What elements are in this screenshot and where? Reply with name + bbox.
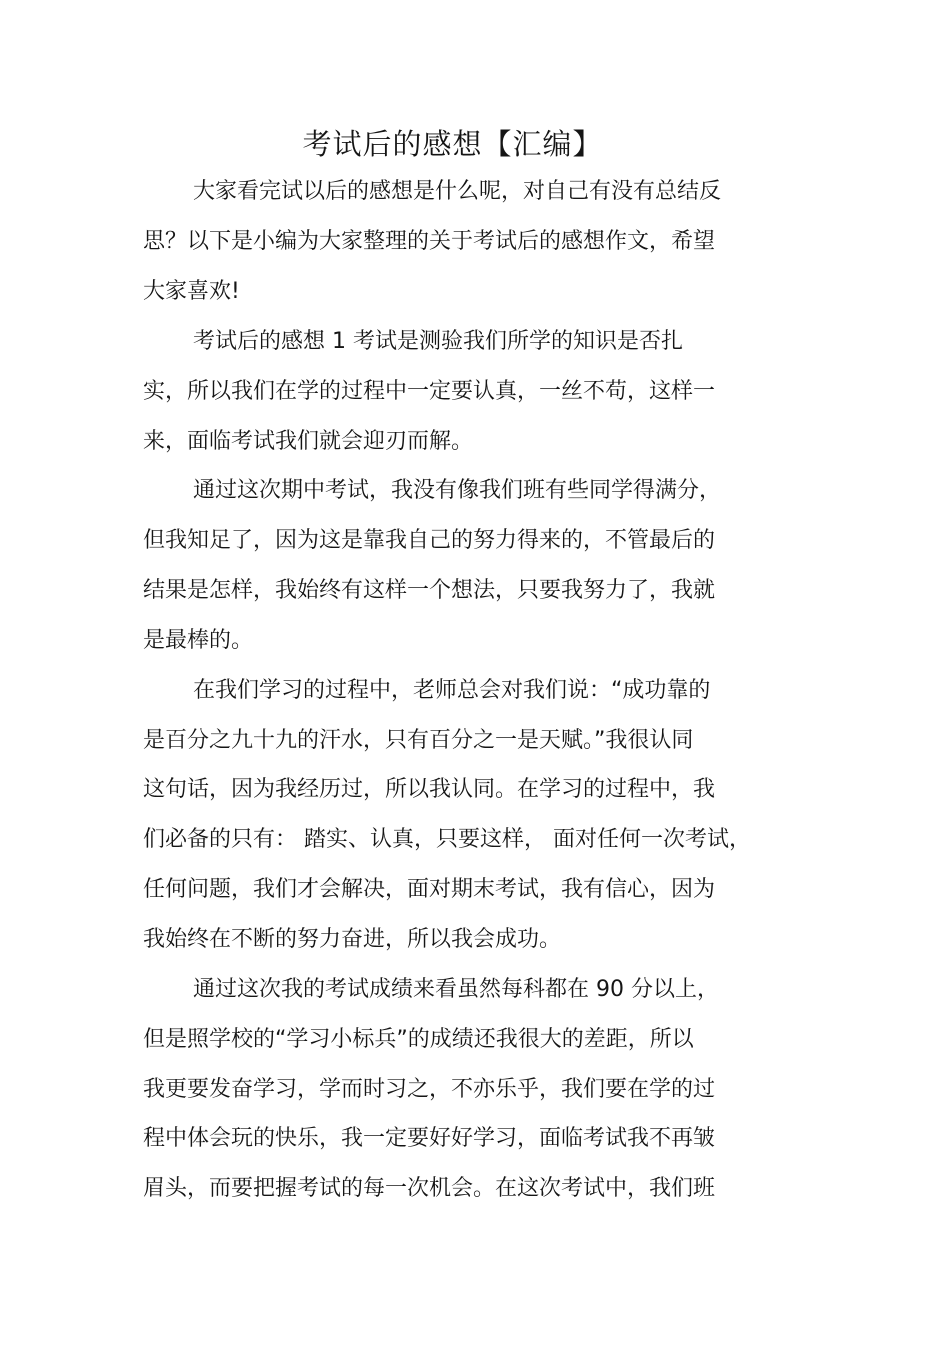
text-line: 们必备的只有： 踏实、认真，只要这样， 面对任何一次考试，	[143, 827, 751, 852]
text-line: 是百分之九十九的汗水，只有百分之一是天赋。”我很认同	[143, 728, 694, 753]
text-line: 在我们学习的过程中，老师总会对我们说：“成功靠的	[193, 678, 711, 703]
text-line: 是最棒的。	[143, 628, 254, 653]
text-line: 我更要发奋学习，学而时习之，不亦乐乎，我们要在学的过	[143, 1077, 716, 1102]
text-line: 但我知足了，因为这是靠我自己的努力得来的，不管最后的	[143, 528, 716, 553]
text-line: 但是照学校的“学习小标兵”的成绩还我很大的差距，所以	[143, 1027, 694, 1052]
text-line: 大家喜欢!	[143, 279, 240, 304]
text-line: 我始终在不断的努力奋进，所以我会成功。	[143, 927, 562, 952]
text-line: 这句话，因为我经历过，所以我认同。在学习的过程中，我	[143, 777, 716, 802]
text-line: 来，面临考试我们就会迎刃而解。	[143, 429, 474, 454]
text-line: 考试后的感想 1 考试是测验我们所学的知识是否扎	[193, 329, 683, 354]
text-line: 眉头，而要把握考试的每一次机会。在这次考试中，我们班	[143, 1176, 716, 1201]
text-line: 通过这次期中考试，我没有像我们班有些同学得满分，	[193, 478, 722, 503]
text-line: 通过这次我的考试成绩来看虽然每科都在 90 分以上，	[193, 977, 719, 1002]
text-line: 思？以下是小编为大家整理的关于考试后的感想作文，希望	[143, 229, 716, 254]
text-line: 实，所以我们在学的过程中一定要认真，一丝不苟，这样一	[143, 379, 716, 404]
text-line: 结果是怎样，我始终有这样一个想法，只要我努力了，我就	[143, 578, 716, 603]
document-title: 考试后的感想【汇编】	[302, 127, 603, 161]
text-line: 程中体会玩的快乐，我一定要好好学习，面临考试我不再皱	[143, 1126, 716, 1151]
text-line: 大家看完试以后的感想是什么呢，对自己有没有总结反	[193, 179, 722, 204]
text-line: 任何问题，我们才会解决，面对期末考试，我有信心，因为	[143, 877, 716, 902]
